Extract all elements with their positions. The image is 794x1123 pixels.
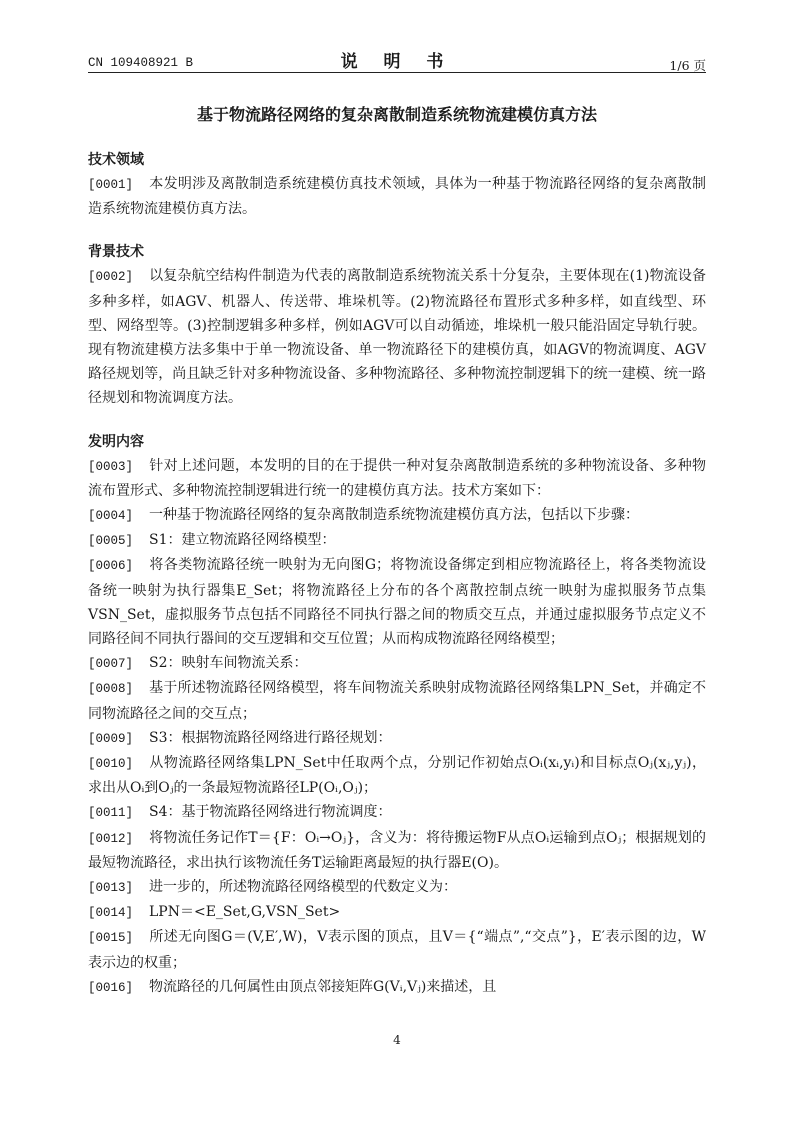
- paragraph-text: 物流路径的几何属性由顶点邻接矩阵G(Vᵢ,Vⱼ)来描述，且: [149, 978, 497, 995]
- paragraph: [88, 875, 706, 900]
- paragraph: [88, 528, 706, 553]
- document-title: 基于物流路径网络的复杂离散制造系统物流建模仿真方法: [196, 105, 597, 124]
- paragraph-number: [0003]: [88, 459, 134, 474]
- paragraph: [88, 172, 706, 221]
- paragraph-number: [0014]: [88, 906, 134, 921]
- paragraph: [88, 726, 706, 751]
- page-header: [88, 44, 706, 73]
- paragraph-text: 以复杂航空结构件制造为代表的离散制造系统物流关系十分复杂，主要体现在(1)物流设备多种多样，如AGV、机器人、传送带、堆垛机等。(2)物流路径布置形式多种多样，如直线型、环型、网络型等。(3)控制逻辑多种多样，例如AGV可以自动循迹，堆垛机一般只能沿固定导轨行驶。现有物流建模方法多集中于单一物流设备、单一物流路径下的建模仿真，如AGV的物流调度、AGV路径规划等，尚且缺乏针对多种物流设备、多种物流路径、多种物流控制逻辑下的统一建模、统一路径规划和物流调度方法。: [88, 268, 706, 407]
- section-heading: 技术领域: [88, 152, 144, 168]
- paragraph: [88, 503, 706, 528]
- paragraph-number: [0006]: [88, 559, 134, 574]
- paragraph: [88, 925, 706, 974]
- paragraph-text: 本发明涉及离散制造系统建模仿真技术领域，具体为一种基于物流路径网络的复杂离散制造系统物流建模仿真方法。: [88, 176, 706, 218]
- paragraph-text: 一种基于物流路径网络的复杂离散制造系统物流建模仿真方法，包括以下步骤：: [149, 507, 639, 524]
- paragraph-number: [0015]: [88, 931, 134, 946]
- paragraph-text: S3：根据物流路径网络进行路径规划：: [149, 729, 392, 746]
- page-info: 1/6 页: [669, 58, 706, 73]
- paragraph-number: [0001]: [88, 178, 134, 192]
- paragraph-number: [0002]: [88, 270, 134, 285]
- paragraph-number: [0011]: [88, 806, 134, 821]
- paragraph: [88, 676, 706, 725]
- section-heading: 发明内容: [88, 433, 144, 450]
- paragraph-number: [0009]: [88, 731, 134, 746]
- document-type: 说 明 书: [340, 52, 454, 72]
- header-rule: [88, 72, 706, 73]
- page-number: 4: [393, 1033, 401, 1047]
- paragraph: [88, 826, 706, 875]
- paragraph-text: LPN＝<E_Set,G,VSN_Set>: [149, 904, 341, 921]
- paragraph: [88, 975, 706, 1000]
- paragraph-text: 所述无向图G＝(V,E′,W)，V表示图的顶点，且V＝{“端点”,“交点”}，E′表示图的边，W表示边的权重；: [88, 929, 706, 971]
- paragraph-number: [0012]: [88, 831, 134, 846]
- paragraph-text: S1：建立物流路径网络模型：: [149, 532, 336, 549]
- patent-number: CN 109408921 B: [88, 56, 194, 70]
- paragraph-text: 针对上述问题，本发明的目的在于提供一种对复杂离散制造系统的多种物流设备、多种物流布置形式、多种物流控制逻辑进行统一的建模仿真方法。技术方案如下：: [88, 457, 706, 499]
- paragraph: [88, 900, 706, 925]
- paragraph-number: [0013]: [88, 881, 134, 896]
- paragraph: [88, 751, 706, 800]
- section-heading: 背景技术: [88, 244, 144, 261]
- paragraph-number: [0007]: [88, 657, 134, 672]
- paragraph-number: [0004]: [88, 509, 134, 524]
- paragraph: [88, 264, 706, 410]
- paragraph-number: [0016]: [88, 980, 134, 995]
- paragraph-text: 将各类物流路径统一映射为无向图G；将物流设备绑定到相应物流路径上，将各类物流设备统一映射为执行器集E_Set；将物流路径上分布的各个离散控制点统一映射为虚拟服务节点集VSN_Set，虚拟服务节点包括不同路径不同执行器之间的物质交互点，并通过虚拟服务节点定义不同路径间不同执行器间的交互逻辑和交互位置；从而构成物流路径网络模型；: [88, 557, 706, 648]
- paragraph-text: 从物流路径网络集LPN_Set中任取两个点，分别记作初始点Oᵢ(xᵢ,yᵢ)和目标点Oⱼ(xⱼ,yⱼ)，求出从Oᵢ到Oⱼ的一条最短物流路径LP(Oᵢ,Oⱼ)；: [88, 755, 706, 797]
- paragraph: [88, 454, 706, 503]
- paragraph: [88, 651, 706, 676]
- paragraph-number: [0010]: [88, 757, 134, 772]
- paragraph-text: S4：基于物流路径网络进行物流调度：: [149, 804, 392, 821]
- paragraph-text: 进一步的，所述物流路径网络模型的代数定义为：: [149, 879, 457, 896]
- paragraph-text: 将物流任务记作T＝{F：Oᵢ→Oⱼ}，含义为：将待搬运物F从点Oᵢ运输到点Oⱼ；根据规划的最短物流路径，求出执行该物流任务T运输距离最短的执行器E(O)。: [88, 829, 706, 871]
- document-body: [88, 148, 706, 1000]
- paragraph-text: S2：映射车间物流关系：: [149, 655, 308, 672]
- paragraph-number: [0005]: [88, 534, 134, 549]
- paragraph-text: 基于所述物流路径网络模型，将车间物流关系映射成物流路径网络集LPN_Set，并确定不同物流路径之间的交互点；: [88, 680, 706, 722]
- paragraph-number: [0008]: [88, 682, 134, 697]
- paragraph: [88, 553, 706, 651]
- paragraph: [88, 800, 706, 825]
